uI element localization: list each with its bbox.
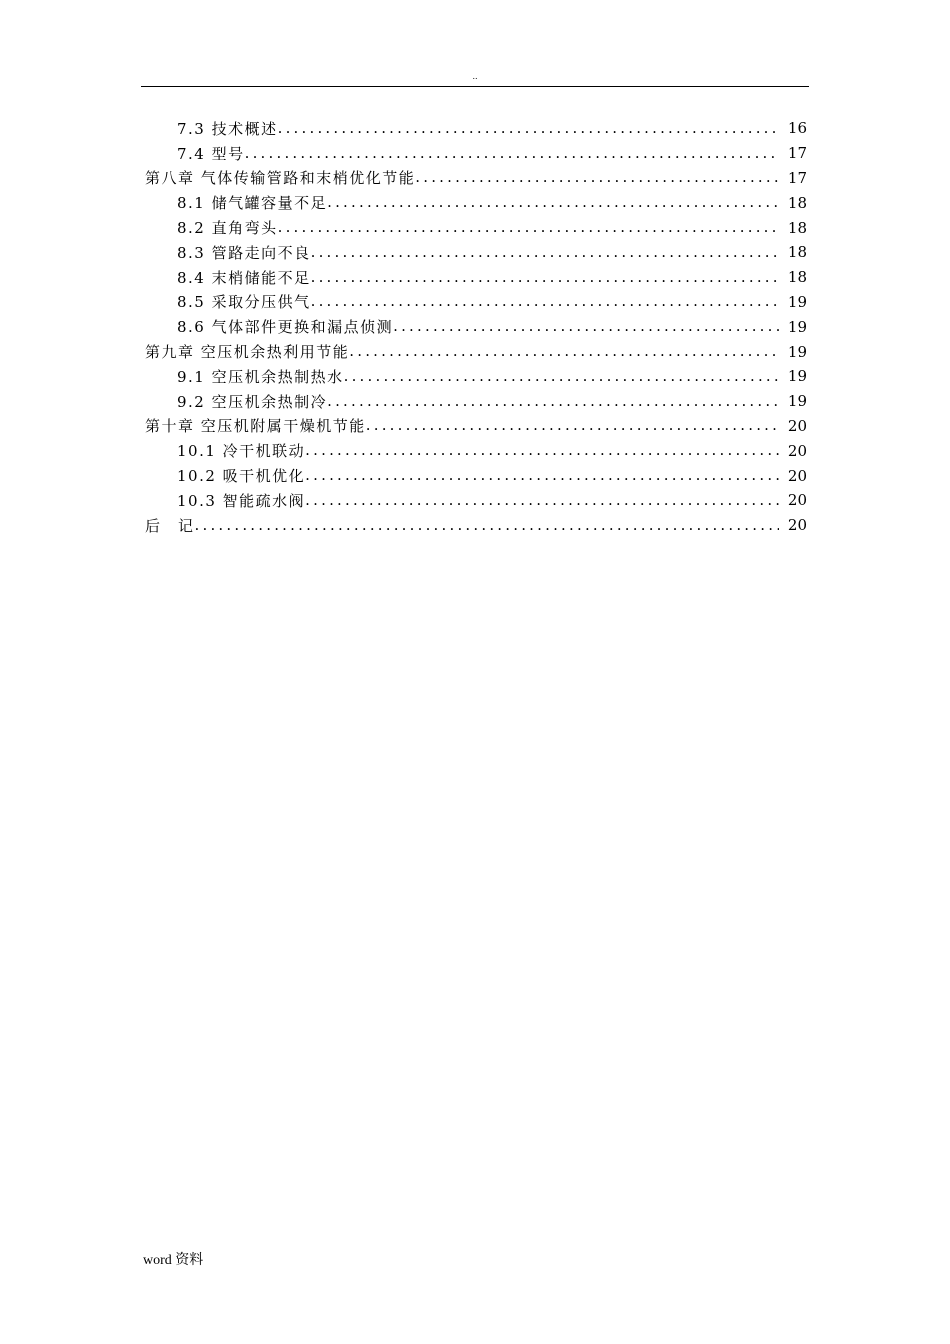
- toc-section-entry[interactable]: [145, 364, 807, 389]
- toc-page-number: 17: [787, 144, 807, 163]
- toc-dot-leader: [245, 146, 779, 161]
- toc-chapter-entry[interactable]: [145, 166, 807, 191]
- toc-entry-title: 10.3 智能疏水阀: [177, 491, 306, 510]
- toc-entry-title: 8.6 气体部件更换和漏点侦测: [177, 318, 394, 337]
- toc-entry-title: 10.2 吸干机优化: [177, 467, 306, 486]
- toc-section-entry[interactable]: [145, 389, 807, 414]
- toc-entry-title: 第十章 空压机附属干燥机节能: [145, 417, 366, 436]
- toc-entry-title: 7.4 型号: [177, 144, 245, 163]
- toc-page-number: 19: [787, 392, 807, 411]
- toc-entry-title: 9.1 空压机余热制热水: [177, 367, 344, 386]
- toc-page-number: 20: [787, 466, 807, 485]
- toc-section-entry[interactable]: [145, 488, 807, 513]
- toc-entry-title: 第八章 气体传输管路和末梢优化节能: [145, 169, 416, 188]
- table-of-contents: [145, 116, 807, 538]
- toc-page-number: 19: [787, 292, 807, 311]
- toc-entry-title: 8.3 管路走向不良: [177, 243, 311, 262]
- toc-section-entry[interactable]: [145, 438, 807, 463]
- toc-dot-leader: [327, 195, 779, 210]
- toc-dot-leader: [366, 418, 779, 433]
- toc-section-entry[interactable]: [145, 141, 807, 166]
- toc-page-number: 20: [787, 491, 807, 510]
- toc-section-entry[interactable]: [145, 314, 807, 339]
- toc-page-number: 18: [787, 268, 807, 287]
- toc-dot-leader: [349, 344, 779, 359]
- toc-page-number: 17: [787, 168, 807, 187]
- header-mark: ..: [472, 72, 478, 81]
- toc-dot-leader: [278, 220, 779, 235]
- toc-chapter-entry[interactable]: [145, 414, 807, 439]
- page-footer: word 资料: [143, 1253, 204, 1268]
- toc-page-number: 16: [787, 119, 807, 138]
- toc-page-number: 20: [787, 416, 807, 435]
- toc-dot-leader: [305, 493, 779, 508]
- toc-section-entry[interactable]: [145, 116, 807, 141]
- toc-section-entry[interactable]: [145, 463, 807, 488]
- toc-dot-leader: [195, 518, 779, 533]
- toc-entry-title: 第九章 空压机余热利用节能: [145, 343, 350, 362]
- toc-entry-title: 后 记: [145, 516, 195, 535]
- toc-entry-title: 8.1 储气罐容量不足: [177, 194, 328, 213]
- toc-page-number: 18: [787, 243, 807, 262]
- toc-entry-title: 9.2 空压机余热制冷: [177, 392, 328, 411]
- toc-dot-leader: [393, 319, 779, 334]
- toc-entry-title: 8.5 采取分压供气: [177, 293, 311, 312]
- toc-entry-title: 8.4 末梢储能不足: [177, 268, 311, 287]
- toc-page-number: 20: [787, 441, 807, 460]
- toc-section-entry[interactable]: [145, 265, 807, 290]
- toc-section-entry[interactable]: [145, 190, 807, 215]
- toc-dot-leader: [311, 294, 779, 309]
- toc-dot-leader: [311, 270, 779, 285]
- toc-page-number: 18: [787, 218, 807, 237]
- toc-page-number: 20: [787, 516, 807, 535]
- toc-dot-leader: [305, 468, 779, 483]
- toc-dot-leader: [311, 245, 779, 260]
- toc-dot-leader: [305, 443, 779, 458]
- page-header: [141, 72, 809, 87]
- toc-section-entry[interactable]: [145, 215, 807, 240]
- toc-dot-leader: [278, 121, 779, 136]
- toc-dot-leader: [327, 394, 779, 409]
- toc-chapter-entry[interactable]: [145, 339, 807, 364]
- toc-dot-leader: [344, 369, 779, 384]
- toc-section-entry[interactable]: [145, 240, 807, 265]
- toc-chapter-entry[interactable]: [145, 513, 807, 538]
- toc-dot-leader: [415, 170, 779, 185]
- toc-page-number: 18: [787, 193, 807, 212]
- toc-entry-title: 10.1 冷干机联动: [177, 442, 306, 461]
- toc-section-entry[interactable]: [145, 290, 807, 315]
- toc-entry-title: 8.2 直角弯头: [177, 219, 278, 238]
- toc-page-number: 19: [787, 367, 807, 386]
- toc-page-number: 19: [787, 317, 807, 336]
- toc-page-number: 19: [787, 342, 807, 361]
- toc-entry-title: 7.3 技术概述: [177, 119, 278, 138]
